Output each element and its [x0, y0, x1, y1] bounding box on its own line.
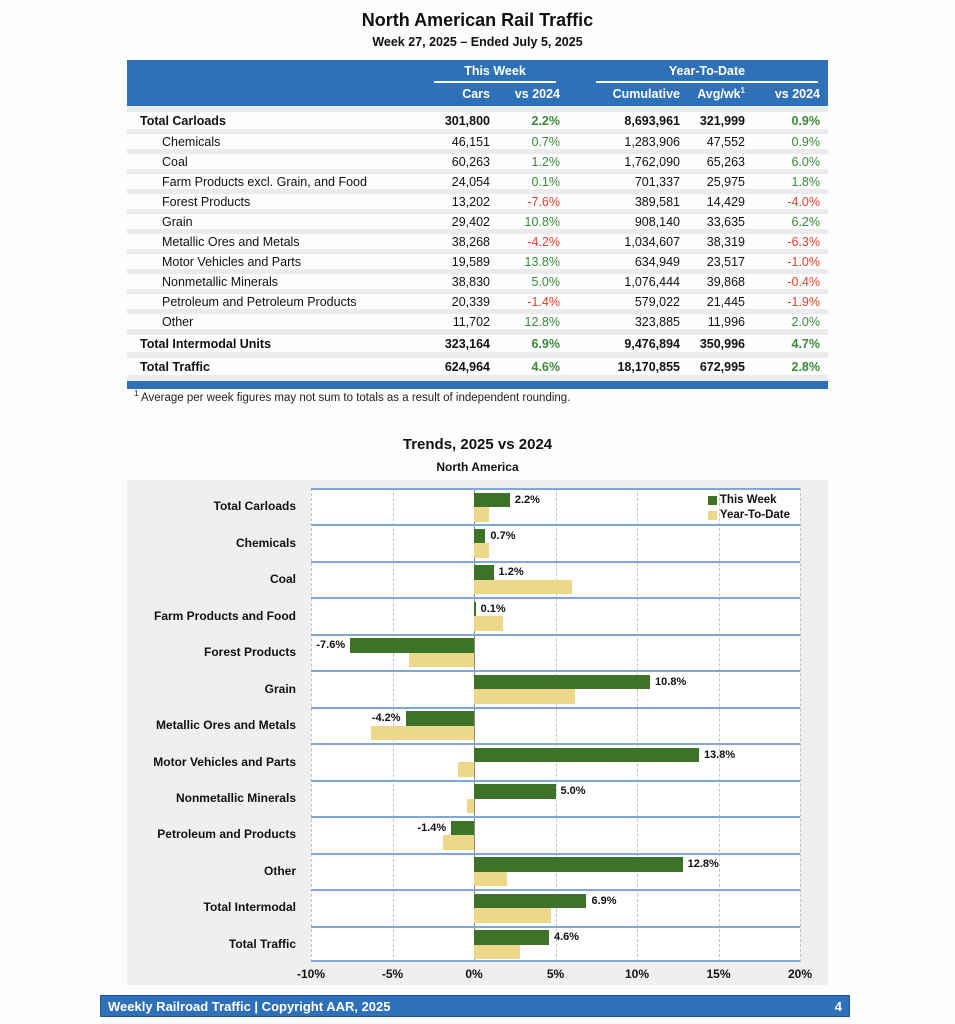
bar-value-label: 1.2% — [498, 566, 524, 579]
rail-traffic-table — [127, 60, 828, 389]
year-to-date-bar — [467, 799, 474, 814]
band-separator-line — [311, 926, 800, 928]
year-to-date-bar — [474, 908, 551, 923]
table-row: Other 11,702 12.8% 323,885 11,996 2.0% — [127, 309, 828, 329]
band-separator-line — [311, 960, 800, 962]
col-header-wk-vs2024: vs 2024 — [514, 86, 560, 101]
band-separator-line — [311, 634, 800, 636]
table-row: Total Traffic 624,964 4.6% 18,170,855 672,995 2.8% — [127, 352, 828, 375]
chart-category-label: Forest Products — [203, 645, 296, 660]
legend-item-this-week: This Week — [708, 493, 790, 508]
year-to-date-bar — [474, 616, 503, 631]
x-axis-tick-label: 20% — [787, 967, 813, 981]
band-separator-line — [311, 670, 800, 672]
footer-text: Weekly Railroad Traffic | Copyright AAR, 2025 — [108, 998, 391, 1014]
year-to-date-bar — [474, 543, 489, 558]
chart-category-label: Total Traffic — [228, 936, 296, 951]
x-axis-tick-label: 15% — [706, 967, 731, 981]
this-week-bar — [474, 894, 586, 909]
legend-swatch-year-to-date — [708, 511, 717, 520]
chart-plot-area — [311, 488, 800, 962]
band-separator-line — [311, 524, 800, 526]
table-bottom-bar — [127, 375, 828, 389]
table-footnote: $^1$ Average per week figures may not sum to totals as a result of independent rounding. — [134, 389, 571, 404]
legend-swatch-this-week — [708, 496, 717, 505]
this-week-bar — [474, 784, 556, 799]
chart-category-label: Petroleum and Products — [157, 827, 296, 842]
this-week-bar — [474, 857, 683, 872]
year-to-date-bar — [474, 507, 489, 522]
bar-value-label: 6.9% — [591, 894, 617, 907]
chart-category-label: Total Intermodal — [203, 900, 296, 915]
x-axis-tick-label: 0% — [465, 967, 483, 981]
table-row: Nonmetallic Minerals 38,830 5.0% 1,076,444 39,868 -0.4% — [127, 269, 828, 289]
bar-value-label: -1.4% — [417, 821, 447, 834]
year-to-date-bar — [474, 580, 572, 595]
bar-value-label: -4.2% — [371, 712, 401, 725]
this-week-bar — [474, 529, 485, 544]
page-title: North American Rail Traffic — [361, 10, 594, 30]
x-axis-tick-label: -10% — [296, 967, 325, 981]
year-to-date-bar — [474, 872, 507, 887]
band-separator-line — [311, 780, 800, 782]
this-week-bar — [474, 493, 510, 508]
chart-category-label: Farm Products and Food — [153, 608, 296, 623]
chart-category-label: Metallic Ores and Metals — [155, 718, 296, 733]
bar-value-label: 4.6% — [553, 931, 580, 944]
band-separator-line — [311, 853, 800, 855]
this-week-bar — [406, 711, 474, 726]
this-week-bar — [474, 675, 650, 690]
chart-category-label: Coal — [269, 572, 296, 587]
bar-value-label: 5.0% — [560, 785, 586, 798]
bar-value-label: 2.2% — [514, 493, 540, 506]
table-row: Coal 60,263 1.2% 1,762,090 65,263 6.0% — [127, 149, 828, 169]
table-row: Metallic Ores and Metals 38,268 -4.2% 1,034,607 38,319 -6.3% — [127, 229, 828, 249]
year-to-date-bar — [371, 726, 474, 741]
band-separator-line — [311, 488, 800, 490]
this-week-bar — [474, 930, 549, 945]
this-week-bar — [350, 638, 474, 653]
year-to-date-bar — [458, 762, 474, 777]
table-row: Chemicals 46,151 0.7% 1,283,906 47,552 0.9% — [127, 129, 828, 149]
table-body — [127, 106, 828, 375]
table-row: Total Intermodal Units 323,164 6.9% 9,476,894 350,996 4.7% — [127, 329, 828, 352]
year-to-date-bar — [474, 689, 575, 704]
bar-value-label: 0.7% — [490, 529, 516, 542]
year-to-date-bar — [474, 945, 520, 960]
footer-page-number: 4 — [834, 998, 842, 1014]
table-header — [127, 60, 828, 106]
legend-item-year-to-date: Year-To-Date — [708, 508, 790, 523]
chart-title: Trends, 2025 vs 2024 — [402, 436, 553, 453]
bar-value-label: 0.1% — [480, 602, 506, 615]
x-axis-tick-label: -5% — [381, 967, 404, 981]
band-separator-line — [311, 889, 800, 891]
bar-value-label: 10.8% — [655, 675, 687, 688]
band-separator-line — [311, 707, 800, 709]
band-separator-line — [311, 597, 800, 599]
band-separator-line — [311, 816, 800, 818]
bar-value-label: -7.6% — [316, 639, 346, 652]
col-header-cumulative: Cumulative — [612, 86, 680, 101]
bar-value-label: 13.8% — [703, 748, 736, 761]
group-header-ytd: Year-To-Date — [560, 64, 820, 83]
page-footer-bar — [100, 995, 850, 1017]
table-row: Motor Vehicles and Parts 19,589 13.8% 634,949 23,517 -1.0% — [127, 249, 828, 269]
col-header-cars: Cars — [462, 86, 490, 101]
band-separator-line — [311, 561, 800, 563]
x-axis-tick-label: 10% — [624, 967, 650, 981]
group-header-this-week: This Week — [400, 64, 560, 83]
bar-value-label: 12.8% — [687, 858, 719, 871]
chart-category-label: Other — [263, 863, 296, 878]
year-to-date-bar — [443, 835, 474, 850]
band-separator-line — [311, 743, 800, 745]
this-week-bar — [474, 565, 494, 580]
chart-category-label: Chemicals — [235, 535, 296, 550]
col-header-avgwk: Avg/$wk^1$ — [697, 86, 745, 102]
page-subtitle: Week 27, 2025 – Ended July 5, 2025 — [372, 35, 583, 49]
chart-category-label: Nonmetallic Minerals — [175, 790, 296, 805]
trends-bar-chart — [127, 480, 828, 985]
col-header-ytd-vs2024: vs 2024 — [774, 86, 820, 101]
table-row: Grain 29,402 10.8% 908,140 33,635 6.2% — [127, 209, 828, 229]
gridline — [800, 488, 801, 962]
this-week-bar — [451, 821, 474, 836]
chart-category-label: Motor Vehicles and Parts — [153, 754, 296, 769]
x-axis-tick-label: 5% — [546, 967, 565, 981]
chart-legend — [708, 493, 790, 523]
table-row: Forest Products 13,202 -7.6% 389,581 14,429 -4.0% — [127, 189, 828, 209]
table-row: Farm Products excl. Grain, and Food 24,054 0.1% 701,337 25,975 1.8% — [127, 169, 828, 189]
chart-subtitle: North America — [436, 460, 519, 474]
chart-category-axis — [127, 488, 305, 962]
table-row: Petroleum and Petroleum Products 20,339 -1.4% 579,022 21,445 -1.9% — [127, 289, 828, 309]
table-row: Total Carloads 301,800 2.2% 8,693,961 321,999 0.9% — [127, 106, 828, 129]
this-week-bar — [474, 602, 476, 617]
year-to-date-bar — [409, 653, 474, 668]
chart-category-label: Grain — [264, 681, 296, 696]
chart-x-axis — [296, 967, 813, 983]
this-week-bar — [474, 748, 699, 763]
chart-category-label: Total Carloads — [213, 499, 296, 514]
